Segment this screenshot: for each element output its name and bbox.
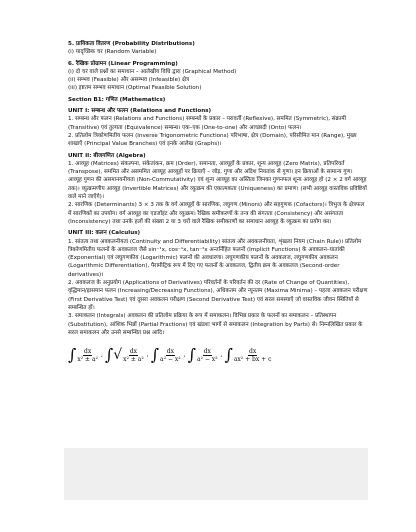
unit2-heading: UNIT II: बीजगणित (Algebra) bbox=[68, 152, 146, 159]
footer-shaded-box bbox=[64, 448, 368, 500]
integral-formulas: ∫ $\frac{dx}{\text{x² ± a²}}$ , ∫ √ $\frac{dx}{\text{x² ± a²}}$ , ∫ $\frac{dx}{\text{a² − x²}}$ , ∫ $\frac{dx}{\text{a² − x²}}$ , ∫ $\frac{dx}{\text{ax² + bx + c}}$ bbox=[68, 345, 272, 365]
section6-item: (ii) सम्भव (Feasible) और असम्भव (Infeasible) क्षेत्र bbox=[68, 77, 190, 84]
section5-item: (i) यादृच्छिक चर (Random Variable) bbox=[68, 49, 157, 56]
sectionB1-heading: Section B1: गणित (Mathematics) bbox=[68, 96, 166, 103]
integral-sign-icon: ∫ bbox=[150, 345, 160, 365]
unit3-point: 2. अवकलज के अनुप्रयोग (Applications of Derivatives) परिवर्तनों के परिवर्तन की दर (Rate of Change of Quantities), वृद्धिमान/ह्रासमान फलन (Increasing/Decreasing Functions), अधिकतम और न्यूनतम (Maxima Minima) – पहला अवकलन परीक्षण (First Derivative Test) एवं दूसरा अवकलन परीक्षण (Second Derivative Test) एवं सरल समस्याएँ जो वास्तविक जीवन स्थितियों से सम्बन्धित हों। bbox=[68, 280, 368, 311]
section6-heading: 6. रैखिक प्रोग्रामन (Linear Programming) bbox=[68, 60, 178, 67]
formula-fraction: $\frac{dx}{\text{a² − x²}}$ bbox=[160, 347, 181, 363]
unit1-heading: UNIT I: सम्बन्ध और फलन (Relations and Functions) bbox=[68, 108, 212, 115]
formula-fraction: $\frac{dx}{\text{x² ± a²}}$ bbox=[77, 347, 98, 363]
unit1-point: 1. सम्बन्ध और फलन (Relations and Functions) सम्बन्धों के प्रकार – परावर्ती (Reflexive), सममित (Symmetric), संक्रामी (Transitive) एवं तुल्यता (Equivalence) सम्बन्ध। एक–एक (One-to-one) और आच्छादी (Onto) फलन। bbox=[68, 116, 347, 131]
unit2-point: 1. आव्यूह (Matrices) संकल्पना, संकेतांकन, क्रम (Order), समानता, आव्यूहों के प्रकार, शून्य आव्यूह (Zero Matrix), प्रतिपरिवर्त (Transpose), सममित और असममित आव्यूह आव्यूहों पर क्रियाएँ – जोड़, गुणा और अदिश नियतांक से गुणा। इन क्रियाओं के सामान्य गुण। आव्यूह गुणन की असमानयनीयता (Non-Commutativity) एवं शून्य आव्यूह का अस्तित्व जिनका गुणनफल शून्य आव्यूह हो (2 × 2 वर्ग आव्यूह तक)। व्युत्क्रमणीय आव्यूह (Invertible Matrices) और व्युत्क्रम की एकात्मकता (Uniqueness) का प्रमाण। (सभी आव्यूह वास्तविक प्रविष्टियों वाले माने जाएँगे)। bbox=[68, 160, 367, 201]
unit2-point: 2. सारणिक (Determinants) 3 × 3 तक के वर्ग आव्यूहों के सारणिक, लघुगण (Minors) और सहगुणक (Cofactors)। त्रिभुज के क्षेत्रफल में सारणिकों का उपयोग। वर्ग आव्यूह का एडजॉइंट और व्युत्क्रम। रैखिक समीकरणों के तन्त्र की संगतता (Consistency) और असंगतता (Inconsistency) तथा उनके हलों की संख्या 2 या 3 चरों वाले रैखिक समीकरणों का समाधान आव्यूह के व्युत्क्रम का प्रयोग कर। bbox=[68, 202, 365, 225]
section6-item: (i) दो चर वाले प्रश्नों का समाधान – आलेखीय विधि द्वारा (Graphical Method) bbox=[68, 68, 237, 75]
integral-sign-icon: ∫ bbox=[68, 345, 77, 365]
formula-fraction: $\frac{dx}{\text{a² − x²}}$ bbox=[196, 347, 218, 363]
formula-fraction: $\frac{dx}{\text{ax² + bx + c}}$ bbox=[233, 347, 272, 363]
unit1-point: 2. प्रतिलोम त्रिकोणमितीय फलन (Inverse Trigonometric Functions) परिभाषा, क्षेत्र (Domain), परिसीमित मान (Range), मुख्य शाखाएँ (Principal Value Branches) एवं इनके आलेख (Graphs)। bbox=[68, 132, 357, 148]
syllabus-page bbox=[68, 40, 368, 363]
formula-fraction: $\frac{dx}{\text{x² ± a²}}$ bbox=[123, 347, 144, 363]
unit3-point: 3. समाकलन (Integrals) अवकलन की प्रतिलोम प्रक्रिया के रूप में समाकलन। विभिन्न प्रकार के फलनों का समाकलन – प्रतिस्थापन (Substitution), आंशिक भिन्नों (Partial Fractions) एवं खंडशः भागों से समाकलन (Integration by Parts) से। निम्नलिखित प्रकार के सरल समाकलन और उनसे सम्बन्धित प्रश्न आदि। bbox=[68, 313, 363, 336]
sqrt-icon: √ bbox=[113, 346, 123, 363]
integral-sign-icon: ∫ bbox=[187, 345, 196, 365]
integral-sign-icon: ∫ bbox=[224, 345, 233, 365]
integral-sign-icon: ∫ bbox=[104, 345, 114, 365]
unit3-point: 1. सांतत्य तथा अवकलनीयता (Continuity and Differentiability) सांतत्य और अवकलनीयता, शृंखला नियम (Chain Rule)। प्रतिलोम त्रिकोणमितीय फलनों के अवकलज जैसे sin⁻¹x, cos⁻¹x, tan⁻¹x अन्तर्निहित फलनों (Implicit Functions) के अवकलन–घातांकी (Exponential) एवं लघुगणकीय (Logarithmic) फलनों की अवधारणा। लघुगणकीय फलनों के अवकलज, लघुगणकीय अवकलन (Logarithmic Differentiation), पैरामीट्रिक रूप में दिए गए फलनों के अवकलज, द्वितीय क्रम के अवकलज (Second-order derivatives)। bbox=[68, 238, 362, 278]
unit3-heading: UNIT III: कलन (Calculus) bbox=[68, 230, 141, 237]
section5-heading: 5. प्रायिकता वितरण (Probability Distributions) bbox=[68, 41, 195, 47]
section6-item: (iii) इष्टतम सम्भव समाधान (Optimal Feasible Solution) bbox=[68, 85, 202, 92]
